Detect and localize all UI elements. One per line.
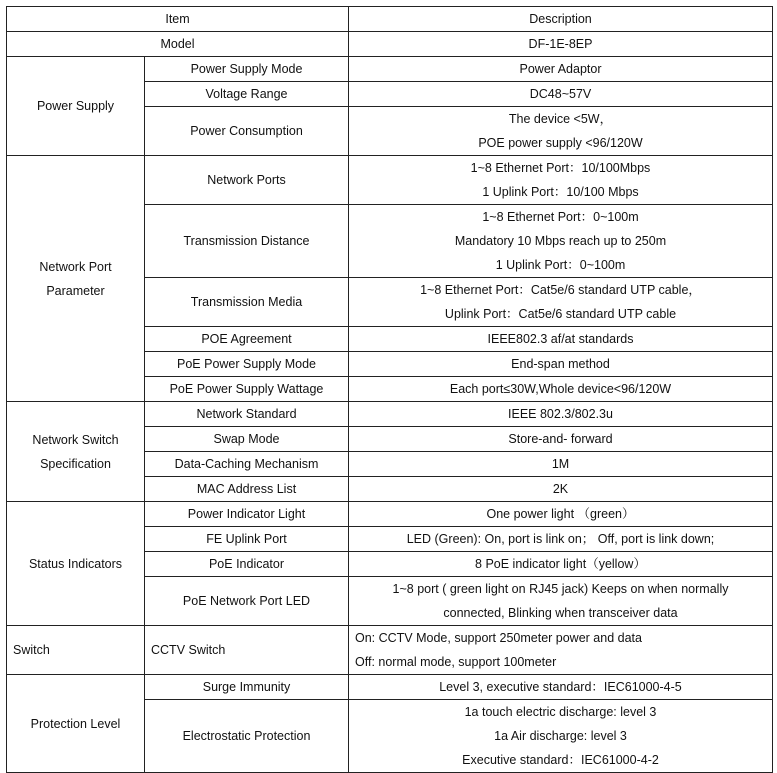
spec-label: PoE Network Port LED xyxy=(145,577,349,626)
power-supply-group: Power Supply xyxy=(7,57,145,156)
spec-value xyxy=(349,352,773,377)
header-item: Item xyxy=(7,7,349,32)
spec-value xyxy=(349,502,773,527)
spec-value xyxy=(349,552,773,577)
spec-label: PoE Power Supply Wattage xyxy=(145,377,349,402)
model-value: DF-1E-8EP xyxy=(349,32,773,57)
spec-value xyxy=(349,675,773,700)
spec-line: 1 Uplink Port：10/100 Mbps xyxy=(482,185,639,199)
spec-label: Surge Immunity xyxy=(145,675,349,700)
spec-line: Level 3, executive standard：IEC61000-4-5 xyxy=(439,680,682,694)
spec-line: One power light （green） xyxy=(486,507,635,521)
spec-label: Network Standard xyxy=(145,402,349,427)
spec-line: 1M xyxy=(551,457,570,471)
spec-label: PoE Indicator xyxy=(145,552,349,577)
spec-value xyxy=(349,427,773,452)
spec-value xyxy=(349,107,773,156)
spec-label: Power Consumption xyxy=(145,107,349,156)
spec-line: IEEE802.3 af/at standards xyxy=(487,332,634,346)
spec-value xyxy=(349,402,773,427)
network-ports-row xyxy=(7,156,773,205)
spec-label: Voltage Range xyxy=(145,82,349,107)
spec-value xyxy=(349,477,773,502)
spec-line: 8 PoE indicator light（yellow） xyxy=(475,557,646,571)
spec-line: Off: normal mode, support 100meter xyxy=(355,655,557,669)
spec-label: Electrostatic Protection xyxy=(145,700,349,773)
spec-line: 1a Air discharge: level 3 xyxy=(494,729,627,743)
spec-line: 1 Uplink Port：0~100m xyxy=(495,258,626,272)
spec-line: connected, Blinking when transceiver data xyxy=(443,606,678,620)
spec-line: LED (Green): On, port is link on； Off, port is link down; xyxy=(406,532,715,546)
spec-value xyxy=(349,377,773,402)
network-switch-group xyxy=(7,402,145,502)
spec-value xyxy=(349,82,773,107)
spec-line: 1~8 Ethernet Port：0~100m xyxy=(482,210,639,224)
spec-label: POE Agreement xyxy=(145,327,349,352)
spec-label: Power Supply Mode xyxy=(145,57,349,82)
spec-value xyxy=(349,452,773,477)
spec-label: Transmission Distance xyxy=(145,205,349,278)
group-line: Network Switch xyxy=(32,432,119,447)
protection-group: Protection Level xyxy=(7,675,145,773)
spec-line: Store-and- forward xyxy=(508,432,613,446)
spec-label: CCTV Switch xyxy=(145,626,349,675)
spec-value xyxy=(349,278,773,327)
spec-value xyxy=(349,527,773,552)
model-label: Model xyxy=(7,32,349,57)
group-line: Parameter xyxy=(46,283,105,298)
group-line: Network Port xyxy=(39,259,112,274)
header-description: Description xyxy=(349,7,773,32)
model-row xyxy=(7,32,773,57)
spec-line: End-span method xyxy=(511,357,610,371)
spec-line: Mandatory 10 Mbps reach up to 250m xyxy=(454,234,667,248)
power-indicator-row xyxy=(7,502,773,527)
spec-value xyxy=(349,205,773,278)
network-port-group xyxy=(7,156,145,402)
group-line: Specification xyxy=(40,456,111,471)
spec-line: Uplink Port：Cat5e/6 standard UTP cable xyxy=(444,307,677,321)
status-indicators-group: Status Indicators xyxy=(7,502,145,626)
spec-value xyxy=(349,156,773,205)
spec-line: POE power supply <96/120W xyxy=(478,136,643,150)
header-row xyxy=(7,7,773,32)
spec-label: PoE Power Supply Mode xyxy=(145,352,349,377)
spec-label: Power Indicator Light xyxy=(145,502,349,527)
spec-label: MAC Address List xyxy=(145,477,349,502)
switch-group: Switch xyxy=(7,626,145,675)
power-supply-mode-row xyxy=(7,57,773,82)
spec-label: Swap Mode xyxy=(145,427,349,452)
spec-line: The device <5W， xyxy=(508,112,613,126)
spec-line: 1~8 port ( green light on RJ45 jack) Keeps on when normally xyxy=(392,582,729,596)
spec-line: 1~8 Ethernet Port：10/100Mbps xyxy=(470,161,651,175)
spec-line: 2K xyxy=(552,482,569,496)
spec-label: Network Ports xyxy=(145,156,349,205)
spec-line: Each port≤30W,Whole device<96/120W xyxy=(449,382,672,396)
spec-line: Executive standard：IEC61000-4-2 xyxy=(462,753,659,767)
network-standard-row xyxy=(7,402,773,427)
spec-value xyxy=(349,57,773,82)
spec-value xyxy=(349,700,773,773)
spec-value xyxy=(349,626,773,675)
spec-label: Transmission Media xyxy=(145,278,349,327)
spec-line: 1a touch electric discharge: level 3 xyxy=(464,705,657,719)
spec-line: 1~8 Ethernet Port：Cat5e/6 standard UTP cable， xyxy=(420,283,701,297)
spec-line: IEEE 802.3/802.3u xyxy=(508,407,613,421)
cctv-switch-row xyxy=(7,626,773,675)
spec-label: FE Uplink Port xyxy=(145,527,349,552)
spec-value xyxy=(349,327,773,352)
spec-label: Data-Caching Mechanism xyxy=(145,452,349,477)
spec-table xyxy=(6,6,773,773)
spec-value xyxy=(349,577,773,626)
spec-line: DC48~57V xyxy=(529,87,592,101)
surge-immunity-row xyxy=(7,675,773,700)
spec-line: Power Adaptor xyxy=(519,62,602,76)
spec-line: On: CCTV Mode, support 250meter power and data xyxy=(355,631,642,645)
